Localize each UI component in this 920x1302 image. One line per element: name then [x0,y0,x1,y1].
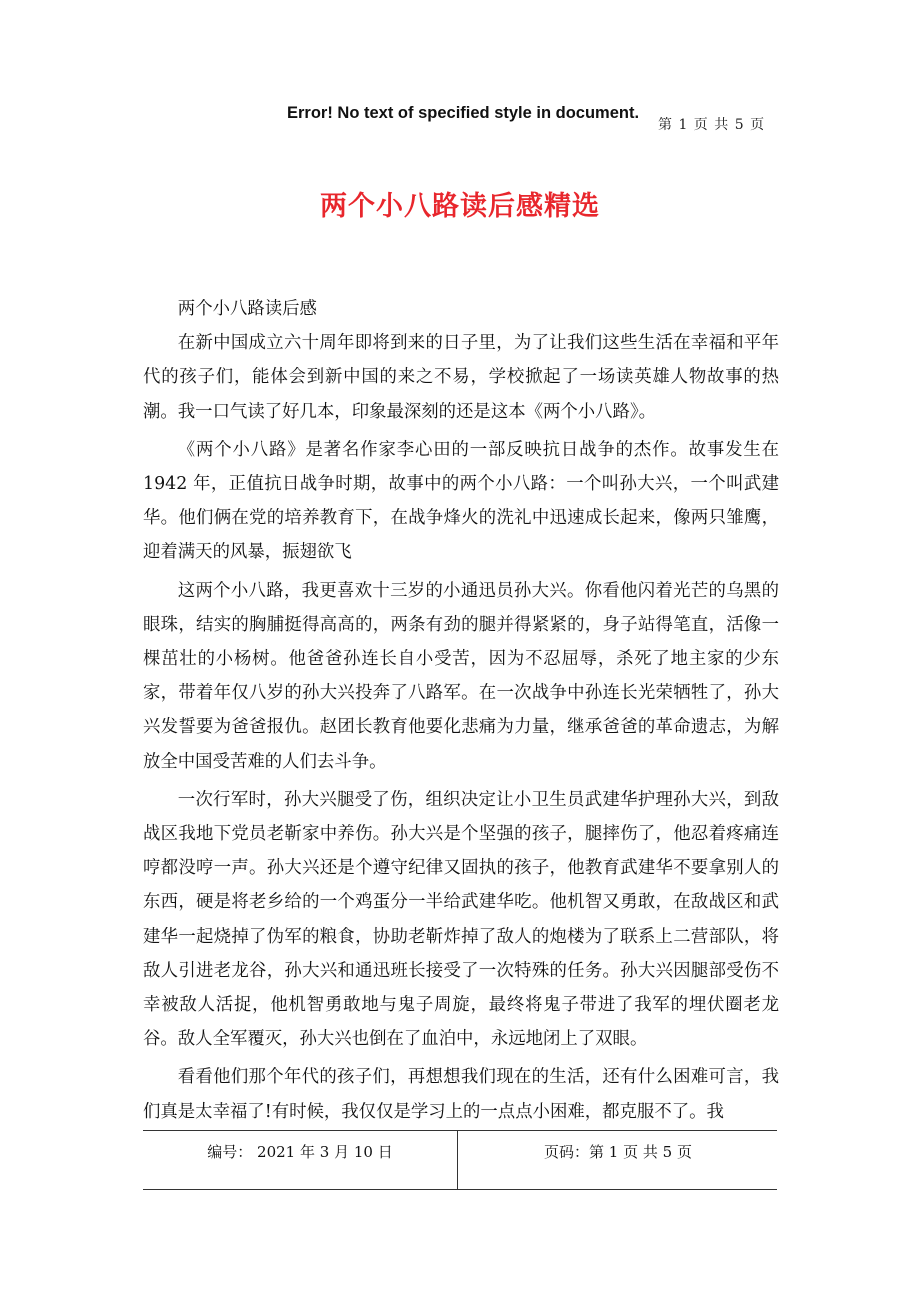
paragraph: 在新中国成立六十周年即将到来的日子里，为了让我们这些生活在幸福和平年代的孩子们，能体会到新中国的来之不易，学校掀起了一场读英雄人物故事的热潮。我一口气读了好几本，印象最深刻的还是这本《两个小八路》。 [143,333,779,422]
document-title: 两个小八路读后感精选 [320,191,600,222]
paragraph: 这两个小八路，我更喜欢十三岁的小通迅员孙大兴。你看他闪着光芒的乌黑的眼珠，结实的胸脯挺得高高的，两条有劲的腿并得紧紧的，身子站得笔直，活像一棵茁壮的小杨树。他爸爸孙连长自小受苦，因为不忍屈辱，杀死了地主家的少东家，带着年仅八岁的孙大兴投奔了八路军。在一次战争中孙连长光荣牺牲了，孙大兴发誓要为爸爸报仇。赵团长教育他要化悲痛为力量，继承爸爸的革命遗志，为解放全中国受苦难的人们去斗争。 [143,580,779,772]
paragraph: 看看他们那个年代的孩子们，再想想我们现在的生活，还有什么困难可言，我们真是太幸福了!有时候，我仅仅是学习上的一点点小困难，都克服不了。我 [143,1067,779,1122]
header-page-indicator: 第 1 页 共 5 页 [658,117,766,133]
paragraph: 一次行军时，孙大兴腿受了伤，组织决定让小卫生员武建华护理孙大兴，到敌战区我地下党员老靳家中养伤。孙大兴是个坚强的孩子，腿摔伤了，他忍着疼痛连哼都没哼一声。孙大兴还是个遵守纪律又固执的孩子，他教育武建华不要拿别人的东西，硬是将老乡给的一个鸡蛋分一半给武建华吃。他机智又勇敢，在敌战区和武建华一起烧掉了伪军的粮食，协助老靳炸掉了敌人的炮楼为了联系上二营部队，将敌人引进老龙谷，孙大兴和通迅班长接受了一次特殊的任务。孙大兴因腿部受伤不幸被敌人活捉，他机智勇敢地与鬼子周旋，最终将鬼子带进了我军的埋伏圈老龙谷。敌人全军覆灭，孙大兴也倒在了血泊中，永远地闭上了双眼。 [143,789,779,1050]
footer-date: 编号： 2021 年 3 月 10 日 [207,1143,393,1161]
paragraph: 《两个小八路》是著名作家李心田的一部反映抗日战争的杰作。故事发生在 1942 年，正值抗日战争时期，故事中的两个小八路：一个叫孙大兴，一个叫武建华。他们俩在党的培养教育下，在战争烽火的洗礼中迅速成长起来，像两只雏鹰，迎着满天的风暴，振翅欲飞 [143,439,779,563]
footer-page-number: 页码：第 1 页 共 5 页 [544,1143,692,1161]
paragraph-subtitle: 两个小八路读后感 [177,299,317,319]
header-error-text: Error! No text of specified style in document. [287,104,640,122]
document-body [143,292,779,1129]
